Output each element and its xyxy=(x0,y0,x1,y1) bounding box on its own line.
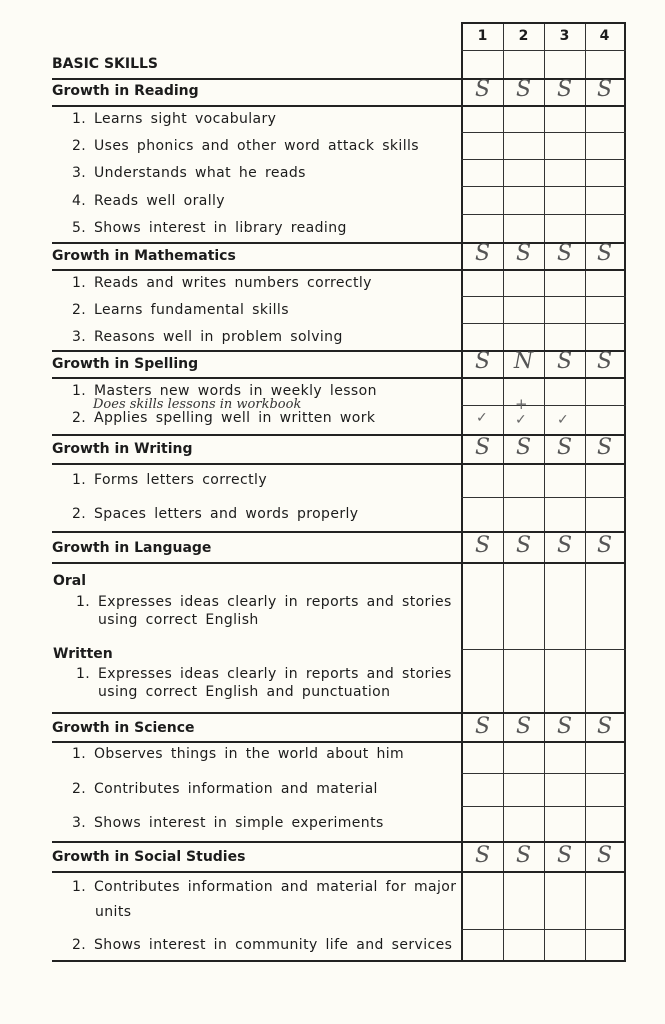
grid-col-divider xyxy=(461,22,463,960)
grid-row-line xyxy=(52,562,626,564)
grade-mark: S xyxy=(474,533,491,558)
skill-item: 1. Contributes information and material for major xyxy=(72,879,457,895)
grid-row-line xyxy=(461,296,626,297)
skill-item: 1. Expresses ideas clearly in reports and stories xyxy=(76,666,452,682)
skill-item: 4. Reads well orally xyxy=(72,193,225,209)
grade-mark: S xyxy=(474,349,491,374)
grid-row-line xyxy=(52,960,626,962)
grid-row-line xyxy=(461,773,626,774)
plus-mark: + xyxy=(515,395,528,413)
grid-row-line xyxy=(461,929,626,930)
grid-row-line xyxy=(461,132,626,133)
section-title-reading: Growth in Reading xyxy=(52,83,199,99)
grade-mark: S xyxy=(556,533,573,558)
skill-item: 1. Forms letters correctly xyxy=(72,472,268,488)
column-header-2: 2 xyxy=(518,28,529,44)
grade-mark: S xyxy=(474,77,491,102)
grade-mark: S xyxy=(556,843,573,868)
grid-row-line xyxy=(461,50,626,51)
grid-row-line xyxy=(461,806,626,807)
skill-item: 3. Reasons well in problem solving xyxy=(72,329,343,345)
skill-item: 3. Shows interest in simple experiments xyxy=(72,815,384,831)
grid-col-divider xyxy=(624,22,626,960)
skill-item: 2. Shows interest in community life and services xyxy=(72,937,453,953)
skill-item: 1. Masters new words in weekly lesson xyxy=(72,383,377,399)
grid-row-line xyxy=(461,186,626,187)
grade-mark: S xyxy=(515,435,532,460)
skill-item: 2. Applies spelling well in written work xyxy=(72,410,376,426)
grade-mark: S xyxy=(474,843,491,868)
grid-row-line xyxy=(52,741,626,743)
skill-item: 2. Spaces letters and words properly xyxy=(72,506,359,522)
grade-mark: S xyxy=(556,77,573,102)
grade-mark: S xyxy=(515,241,532,266)
skill-item-continued: units xyxy=(95,904,132,920)
grid-row-line xyxy=(461,405,626,406)
grid-row-line xyxy=(52,871,626,873)
grade-mark: S xyxy=(474,241,491,266)
grid-row-line xyxy=(461,649,626,650)
grade-mark: S xyxy=(474,714,491,739)
grade-mark: S xyxy=(596,714,613,739)
grid-row-line xyxy=(52,105,626,107)
section-title-social-studies: Growth in Social Studies xyxy=(52,849,246,865)
skill-item: 1. Observes things in the world about him xyxy=(72,746,405,762)
grade-mark: S xyxy=(515,714,532,739)
section-title-mathematics: Growth in Mathematics xyxy=(52,248,236,264)
grade-mark: S xyxy=(515,843,532,868)
skill-item: 2. Learns fundamental skills xyxy=(72,302,289,318)
section-title-spelling: Growth in Spelling xyxy=(52,356,199,372)
skill-item-continued: using correct English and punctuation xyxy=(98,684,391,700)
section-title-science: Growth in Science xyxy=(52,720,195,736)
grid-row-line xyxy=(52,463,626,465)
column-header-4: 4 xyxy=(599,28,610,44)
skill-item: 3. Understands what he reads xyxy=(72,165,306,181)
grid-row-line xyxy=(461,214,626,215)
check-mark: ✓ xyxy=(557,412,569,428)
grade-mark: S xyxy=(556,349,573,374)
subsection-title-written: Written xyxy=(53,646,113,662)
skill-item-continued: using correct English xyxy=(98,612,259,628)
page-title: BASIC SKILLS xyxy=(52,56,159,72)
grade-mark: S xyxy=(596,533,613,558)
grid-row-line xyxy=(461,497,626,498)
subsection-title-oral: Oral xyxy=(53,573,87,589)
grade-mark: S xyxy=(596,435,613,460)
handwritten-note: Does skills lessons in workbook xyxy=(93,397,302,412)
skill-item: 5. Shows interest in library reading xyxy=(72,220,347,236)
check-mark: ✓ xyxy=(515,412,527,428)
section-title-language: Growth in Language xyxy=(52,540,212,556)
grade-mark: S xyxy=(596,843,613,868)
grade-mark: S xyxy=(474,435,491,460)
grade-mark: S xyxy=(556,435,573,460)
grade-mark: S xyxy=(596,77,613,102)
grade-mark: S xyxy=(515,533,532,558)
grid-row-line xyxy=(461,159,626,160)
grade-mark: S xyxy=(556,714,573,739)
grid-row-line xyxy=(461,22,626,24)
grade-mark: S xyxy=(596,241,613,266)
grade-mark: S xyxy=(556,241,573,266)
column-header-1: 1 xyxy=(477,28,488,44)
grade-mark: S xyxy=(515,77,532,102)
skill-item: 1. Expresses ideas clearly in reports and stories xyxy=(76,594,452,610)
section-title-writing: Growth in Writing xyxy=(52,441,193,457)
grid-row-line xyxy=(52,269,626,271)
grid-row-line xyxy=(52,377,626,379)
column-header-3: 3 xyxy=(559,28,570,44)
grade-mark: S xyxy=(596,349,613,374)
grid-col-divider xyxy=(544,22,545,960)
check-mark: ✓ xyxy=(476,410,488,426)
skill-item: 1. Learns sight vocabulary xyxy=(72,111,277,127)
grade-mark: N xyxy=(513,349,534,374)
grid-col-divider xyxy=(585,22,586,960)
skill-item: 2. Contributes information and material xyxy=(72,781,378,797)
skill-item: 1. Reads and writes numbers correctly xyxy=(72,275,372,291)
skill-item: 2. Uses phonics and other word attack skills xyxy=(72,138,419,154)
grid-col-divider xyxy=(503,22,504,960)
grid-row-line xyxy=(461,323,626,324)
